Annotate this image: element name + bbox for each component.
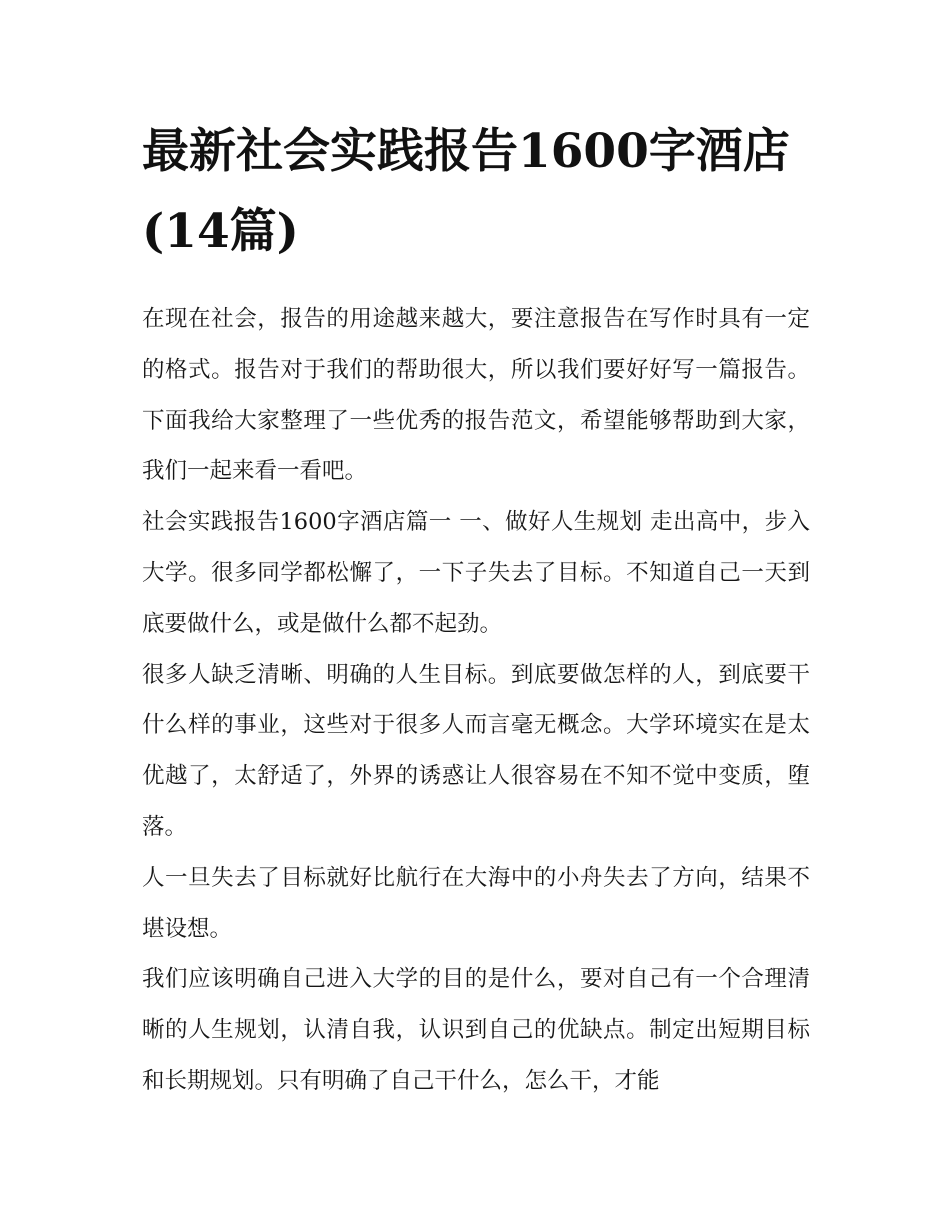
paragraph-planning: 社会实践报告1600字酒店篇一 一、做好人生规划 走出高中，步入大学。很多同学都松懈了，一下子失去了目标。不知道自己一天到底要做什么，或是做什么都不起劲。 [142,509,810,637]
document-body [142,112,810,1107]
paragraph-lost-direction: 人一旦失去了目标就好比航行在大海中的小舟失去了方向，结果不堪设想。 [142,864,810,942]
document-title: 最新社会实践报告1600字酒店(14篇) [142,124,790,259]
paragraph-intro: 在现在社会，报告的用途越来越大，要注意报告在写作时具有一定的格式。报告对于我们的帮助很大，所以我们要好好写一篇报告。下面我给大家整理了一些优秀的报告范文，希望能够帮助到大家，我们一起来看一看吧。 [142,306,810,485]
paragraph-lack-of-goals: 很多人缺乏清晰、明确的人生目标。到底要做怎样的人，到底要干什么样的事业，这些对于很多人而言毫无概念。大学环境实在是太优越了，太舒适了，外界的诱惑让人很容易在不知不觉中变质，堕落。 [142,661,810,840]
paragraph-clear-goals: 我们应该明确自己进入大学的目的是什么，要对自己有一个合理清晰的人生规划，认清自我，认识到自己的优缺点。制定出短期目标和长期规划。只有明确了自己干什么，怎么干，才能 [142,966,810,1094]
